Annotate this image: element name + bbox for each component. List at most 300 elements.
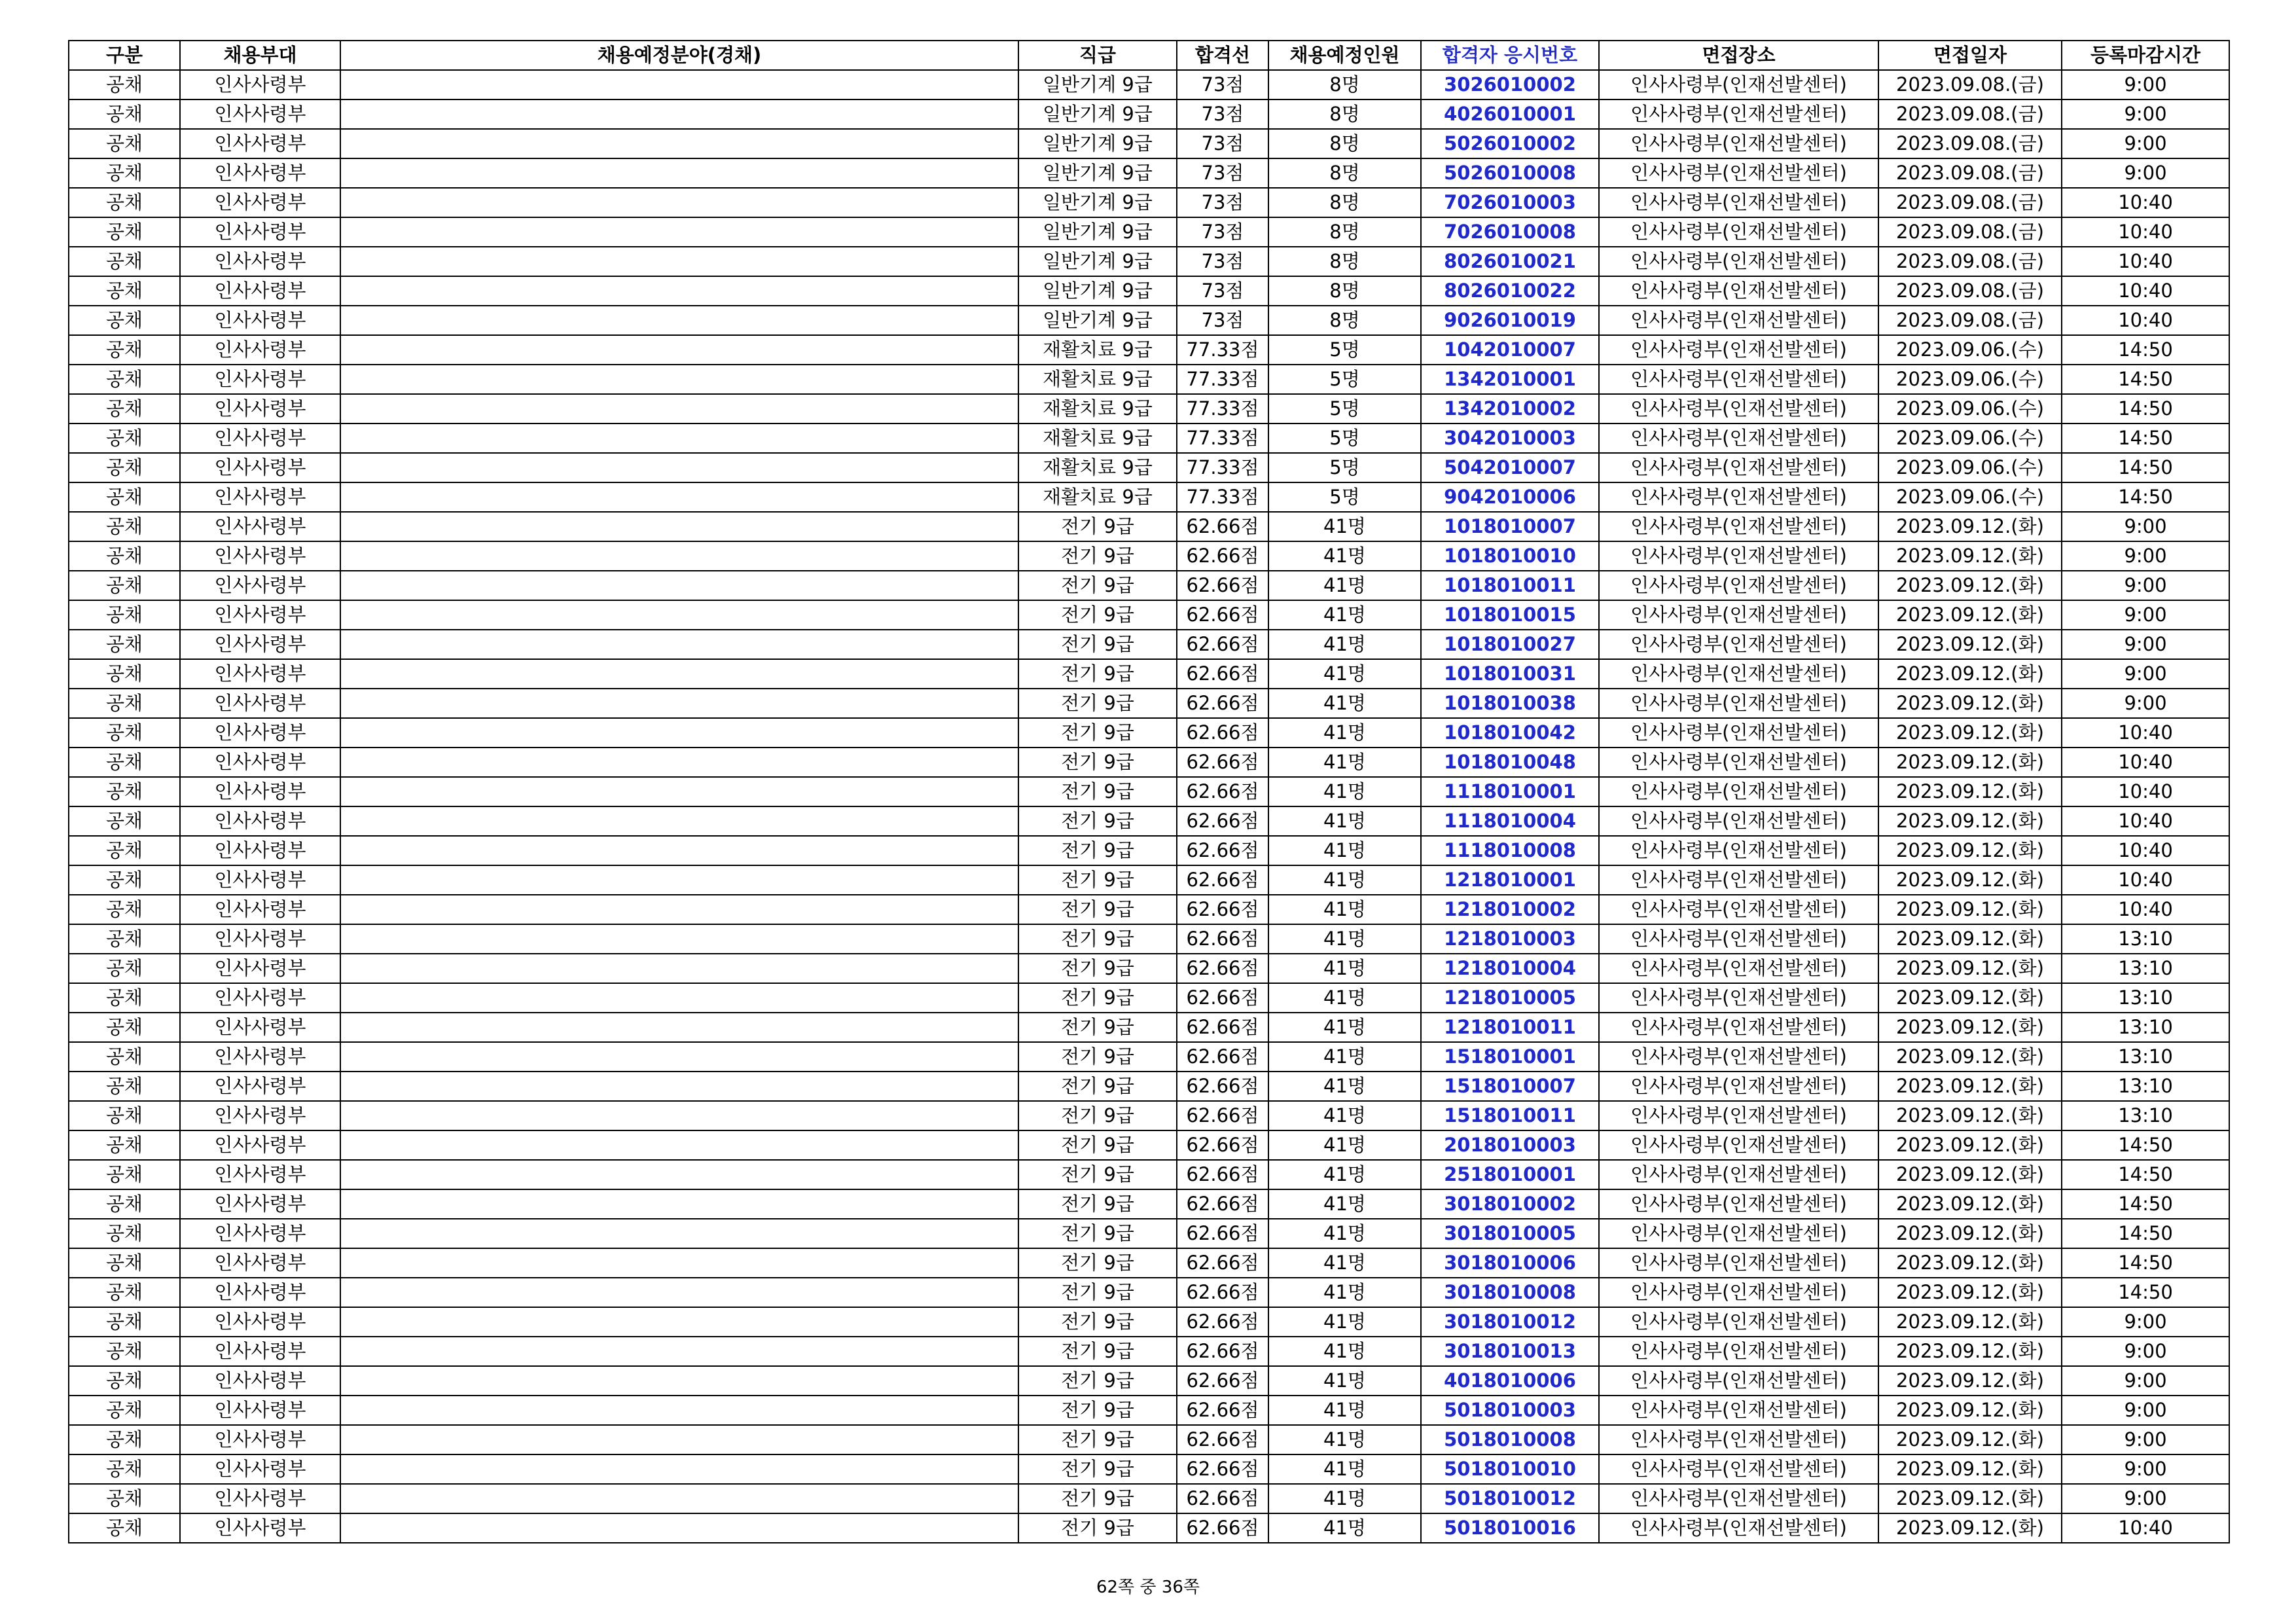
- cell-interview-date: 2023.09.12.(화): [1878, 924, 2062, 954]
- cell-deadline: 9:00: [2062, 70, 2229, 99]
- table-row: [69, 1396, 2229, 1425]
- cell-deadline: 10:40: [2062, 1513, 2229, 1543]
- cell-exam-number: 8026010021: [1421, 247, 1599, 276]
- table-row: [69, 1072, 2229, 1101]
- cell-interview-place: 인사사령부(인재선발센터): [1599, 453, 1878, 482]
- cell-interview-place: 인사사령부(인재선발센터): [1599, 1219, 1878, 1248]
- cell-interview-date: 2023.09.08.(금): [1878, 188, 2062, 217]
- cell-unit: 인사사령부: [180, 1396, 340, 1425]
- cell-field: [340, 453, 1018, 482]
- page-number: 62쪽 중 36쪽: [1096, 1578, 1200, 1597]
- cell-deadline: 9:00: [2062, 689, 2229, 718]
- cell-interview-date: 2023.09.12.(화): [1878, 777, 2062, 806]
- cell-interview-date: 2023.09.12.(화): [1878, 1513, 2062, 1543]
- cell-planned-count: 41명: [1268, 1101, 1421, 1130]
- cell-field: [340, 1454, 1018, 1484]
- cell-deadline: 9:00: [2062, 659, 2229, 689]
- cell-category: 공채: [69, 247, 180, 276]
- table-header-row: [69, 41, 2229, 70]
- cell-field: [340, 276, 1018, 306]
- cell-planned-count: 41명: [1268, 1337, 1421, 1366]
- cell-grade: 전기 9급: [1018, 541, 1177, 571]
- table-row: [69, 1042, 2229, 1072]
- cell-category: 공채: [69, 217, 180, 247]
- cell-interview-date: 2023.09.12.(화): [1878, 1278, 2062, 1307]
- cell-deadline: 14:50: [2062, 365, 2229, 394]
- cell-field: [340, 541, 1018, 571]
- cell-deadline: 10:40: [2062, 836, 2229, 865]
- cell-field: [340, 70, 1018, 99]
- table-row: [69, 748, 2229, 777]
- cell-interview-place: 인사사령부(인재선발센터): [1599, 306, 1878, 335]
- cell-interview-place: 인사사령부(인재선발센터): [1599, 1248, 1878, 1278]
- cell-deadline: 14:50: [2062, 1189, 2229, 1219]
- cell-category: 공채: [69, 571, 180, 600]
- table-row: [69, 924, 2229, 954]
- cell-interview-place: 인사사령부(인재선발센터): [1599, 365, 1878, 394]
- cell-deadline: 13:10: [2062, 924, 2229, 954]
- table-row: [69, 1425, 2229, 1454]
- cell-field: [340, 836, 1018, 865]
- cell-cutoff: 62.66점: [1177, 1454, 1268, 1484]
- cell-unit: 인사사령부: [180, 1042, 340, 1072]
- cell-cutoff: 62.66점: [1177, 777, 1268, 806]
- cell-grade: 전기 9급: [1018, 895, 1177, 924]
- cell-cutoff: 73점: [1177, 99, 1268, 129]
- cell-category: 공채: [69, 276, 180, 306]
- cell-deadline: 10:40: [2062, 247, 2229, 276]
- cell-cutoff: 62.66점: [1177, 512, 1268, 541]
- cell-field: [340, 1189, 1018, 1219]
- table-row: [69, 1160, 2229, 1189]
- cell-exam-number: 1218010002: [1421, 895, 1599, 924]
- cell-category: 공채: [69, 512, 180, 541]
- cell-grade: 전기 9급: [1018, 1278, 1177, 1307]
- cell-unit: 인사사령부: [180, 1454, 340, 1484]
- cell-interview-date: 2023.09.08.(금): [1878, 129, 2062, 158]
- cell-deadline: 10:40: [2062, 777, 2229, 806]
- cell-field: [340, 806, 1018, 836]
- cell-exam-number: 1018010048: [1421, 748, 1599, 777]
- table-row: [69, 1366, 2229, 1396]
- cell-planned-count: 5명: [1268, 365, 1421, 394]
- cell-unit: 인사사령부: [180, 306, 340, 335]
- cell-unit: 인사사령부: [180, 158, 340, 188]
- cell-interview-place: 인사사령부(인재선발센터): [1599, 1396, 1878, 1425]
- cell-interview-date: 2023.09.12.(화): [1878, 1307, 2062, 1337]
- cell-exam-number: 3042010003: [1421, 424, 1599, 453]
- cell-unit: 인사사령부: [180, 512, 340, 541]
- cell-field: [340, 335, 1018, 365]
- cell-unit: 인사사령부: [180, 276, 340, 306]
- cell-planned-count: 41명: [1268, 895, 1421, 924]
- cell-interview-date: 2023.09.12.(화): [1878, 689, 2062, 718]
- cell-interview-date: 2023.09.06.(수): [1878, 335, 2062, 365]
- cell-planned-count: 41명: [1268, 1396, 1421, 1425]
- cell-deadline: 14:50: [2062, 453, 2229, 482]
- table-row: [69, 217, 2229, 247]
- cell-grade: 전기 9급: [1018, 630, 1177, 659]
- cell-exam-number: 7026010003: [1421, 188, 1599, 217]
- cell-interview-place: 인사사령부(인재선발센터): [1599, 276, 1878, 306]
- cell-category: 공채: [69, 1396, 180, 1425]
- cell-unit: 인사사령부: [180, 541, 340, 571]
- cell-interview-place: 인사사령부(인재선발센터): [1599, 1425, 1878, 1454]
- cell-exam-number: 1218010011: [1421, 1013, 1599, 1042]
- cell-grade: 전기 9급: [1018, 954, 1177, 983]
- cell-exam-number: 9026010019: [1421, 306, 1599, 335]
- cell-grade: 재활치료 9급: [1018, 453, 1177, 482]
- cell-grade: 일반기계 9급: [1018, 306, 1177, 335]
- cell-planned-count: 41명: [1268, 1278, 1421, 1307]
- cell-grade: 전기 9급: [1018, 1013, 1177, 1042]
- cell-exam-number: 5026010002: [1421, 129, 1599, 158]
- cell-cutoff: 62.66점: [1177, 571, 1268, 600]
- cell-deadline: 13:10: [2062, 954, 2229, 983]
- cell-interview-date: 2023.09.12.(화): [1878, 1130, 2062, 1160]
- cell-interview-date: 2023.09.12.(화): [1878, 748, 2062, 777]
- cell-interview-date: 2023.09.12.(화): [1878, 806, 2062, 836]
- cell-exam-number: 3026010002: [1421, 70, 1599, 99]
- cell-exam-number: 2518010001: [1421, 1160, 1599, 1189]
- cell-planned-count: 8명: [1268, 188, 1421, 217]
- cell-interview-place: 인사사령부(인재선발센터): [1599, 954, 1878, 983]
- cell-category: 공채: [69, 659, 180, 689]
- cell-planned-count: 41명: [1268, 571, 1421, 600]
- cell-grade: 전기 9급: [1018, 571, 1177, 600]
- cell-interview-date: 2023.09.06.(수): [1878, 365, 2062, 394]
- cell-exam-number: 5018010010: [1421, 1454, 1599, 1484]
- cell-category: 공채: [69, 306, 180, 335]
- cell-deadline: 9:00: [2062, 1337, 2229, 1366]
- cell-deadline: 9:00: [2062, 512, 2229, 541]
- cell-unit: 인사사령부: [180, 188, 340, 217]
- cell-deadline: 9:00: [2062, 600, 2229, 630]
- cell-cutoff: 73점: [1177, 129, 1268, 158]
- cell-interview-place: 인사사령부(인재선발센터): [1599, 571, 1878, 600]
- cell-interview-date: 2023.09.12.(화): [1878, 1484, 2062, 1513]
- cell-category: 공채: [69, 1278, 180, 1307]
- cell-cutoff: 62.66점: [1177, 1219, 1268, 1248]
- cell-deadline: 9:00: [2062, 1454, 2229, 1484]
- cell-interview-place: 인사사령부(인재선발센터): [1599, 99, 1878, 129]
- cell-planned-count: 41명: [1268, 777, 1421, 806]
- cell-exam-number: 5018010003: [1421, 1396, 1599, 1425]
- cell-category: 공채: [69, 1337, 180, 1366]
- cell-field: [340, 748, 1018, 777]
- cell-deadline: 10:40: [2062, 276, 2229, 306]
- col-header-deadline: 등록마감시간: [2062, 41, 2229, 70]
- cell-unit: 인사사령부: [180, 394, 340, 424]
- cell-category: 공채: [69, 424, 180, 453]
- cell-interview-date: 2023.09.08.(금): [1878, 70, 2062, 99]
- cell-cutoff: 62.66점: [1177, 1101, 1268, 1130]
- cell-category: 공채: [69, 895, 180, 924]
- cell-interview-place: 인사사령부(인재선발센터): [1599, 689, 1878, 718]
- cell-unit: 인사사령부: [180, 895, 340, 924]
- cell-deadline: 9:00: [2062, 630, 2229, 659]
- cell-interview-date: 2023.09.12.(화): [1878, 1072, 2062, 1101]
- cell-deadline: 13:10: [2062, 1013, 2229, 1042]
- cell-deadline: 10:40: [2062, 806, 2229, 836]
- col-header-planned-count: 채용예정인원: [1268, 41, 1421, 70]
- cell-interview-date: 2023.09.12.(화): [1878, 659, 2062, 689]
- cell-field: [340, 659, 1018, 689]
- cell-category: 공채: [69, 718, 180, 748]
- cell-exam-number: 1018010007: [1421, 512, 1599, 541]
- cell-deadline: 9:00: [2062, 1396, 2229, 1425]
- cell-deadline: 10:40: [2062, 718, 2229, 748]
- cell-unit: 인사사령부: [180, 1278, 340, 1307]
- cell-cutoff: 62.66점: [1177, 895, 1268, 924]
- cell-cutoff: 77.33점: [1177, 394, 1268, 424]
- cell-category: 공채: [69, 836, 180, 865]
- cell-category: 공채: [69, 394, 180, 424]
- cell-deadline: 13:10: [2062, 983, 2229, 1013]
- cell-unit: 인사사령부: [180, 836, 340, 865]
- cell-interview-place: 인사사령부(인재선발센터): [1599, 482, 1878, 512]
- col-header-field: 채용예정분야(경채): [340, 41, 1018, 70]
- cell-cutoff: 62.66점: [1177, 1337, 1268, 1366]
- cell-deadline: 14:50: [2062, 1278, 2229, 1307]
- cell-category: 공채: [69, 335, 180, 365]
- cell-interview-place: 인사사령부(인재선발센터): [1599, 1307, 1878, 1337]
- table-row: [69, 482, 2229, 512]
- cell-planned-count: 41명: [1268, 865, 1421, 895]
- cell-planned-count: 41명: [1268, 1189, 1421, 1219]
- table-row: [69, 983, 2229, 1013]
- table-row: [69, 1278, 2229, 1307]
- cell-grade: 전기 9급: [1018, 1396, 1177, 1425]
- cell-interview-place: 인사사령부(인재선발센터): [1599, 836, 1878, 865]
- table-row: [69, 571, 2229, 600]
- cell-field: [340, 1484, 1018, 1513]
- cell-cutoff: 62.66점: [1177, 1130, 1268, 1160]
- cell-planned-count: 5명: [1268, 453, 1421, 482]
- cell-deadline: 10:40: [2062, 217, 2229, 247]
- cell-category: 공채: [69, 1160, 180, 1189]
- cell-planned-count: 41명: [1268, 1013, 1421, 1042]
- cell-exam-number: 5026010008: [1421, 158, 1599, 188]
- table-row: [69, 1454, 2229, 1484]
- col-header-grade: 직급: [1018, 41, 1177, 70]
- cell-exam-number: 1518010007: [1421, 1072, 1599, 1101]
- cell-unit: 인사사령부: [180, 1513, 340, 1543]
- cell-field: [340, 306, 1018, 335]
- table-row: [69, 247, 2229, 276]
- cell-interview-date: 2023.09.12.(화): [1878, 1160, 2062, 1189]
- cell-grade: 전기 9급: [1018, 836, 1177, 865]
- cell-deadline: 10:40: [2062, 865, 2229, 895]
- table-row: [69, 1337, 2229, 1366]
- cell-cutoff: 62.66점: [1177, 1248, 1268, 1278]
- cell-unit: 인사사령부: [180, 1072, 340, 1101]
- table-row: [69, 276, 2229, 306]
- cell-exam-number: 1018010027: [1421, 630, 1599, 659]
- cell-field: [340, 394, 1018, 424]
- cell-grade: 전기 9급: [1018, 748, 1177, 777]
- cell-cutoff: 73점: [1177, 276, 1268, 306]
- cell-grade: 전기 9급: [1018, 1130, 1177, 1160]
- table-row: [69, 1307, 2229, 1337]
- table-row: [69, 1013, 2229, 1042]
- cell-deadline: 9:00: [2062, 1484, 2229, 1513]
- cell-cutoff: 77.33점: [1177, 482, 1268, 512]
- cell-unit: 인사사령부: [180, 1013, 340, 1042]
- table-row: [69, 836, 2229, 865]
- cell-deadline: 9:00: [2062, 1425, 2229, 1454]
- table-row: [69, 1513, 2229, 1543]
- table-row: [69, 659, 2229, 689]
- cell-interview-date: 2023.09.06.(수): [1878, 453, 2062, 482]
- cell-interview-place: 인사사령부(인재선발센터): [1599, 1337, 1878, 1366]
- cell-interview-place: 인사사령부(인재선발센터): [1599, 1189, 1878, 1219]
- cell-unit: 인사사령부: [180, 424, 340, 453]
- cell-planned-count: 5명: [1268, 335, 1421, 365]
- cell-grade: 전기 9급: [1018, 1425, 1177, 1454]
- cell-unit: 인사사령부: [180, 129, 340, 158]
- cell-cutoff: 62.66점: [1177, 983, 1268, 1013]
- cell-deadline: 10:40: [2062, 748, 2229, 777]
- table-row: [69, 306, 2229, 335]
- cell-interview-place: 인사사령부(인재선발센터): [1599, 1042, 1878, 1072]
- cell-interview-date: 2023.09.08.(금): [1878, 306, 2062, 335]
- cell-interview-place: 인사사령부(인재선발센터): [1599, 895, 1878, 924]
- cell-grade: 전기 9급: [1018, 718, 1177, 748]
- cell-unit: 인사사령부: [180, 571, 340, 600]
- cell-exam-number: 1342010001: [1421, 365, 1599, 394]
- table-row: [69, 806, 2229, 836]
- cell-planned-count: 41명: [1268, 689, 1421, 718]
- cell-category: 공채: [69, 1425, 180, 1454]
- cell-planned-count: 5명: [1268, 482, 1421, 512]
- cell-unit: 인사사령부: [180, 1425, 340, 1454]
- cell-planned-count: 8명: [1268, 276, 1421, 306]
- cell-cutoff: 62.66점: [1177, 1160, 1268, 1189]
- cell-grade: 전기 9급: [1018, 924, 1177, 954]
- table-row: [69, 865, 2229, 895]
- cell-planned-count: 41명: [1268, 1248, 1421, 1278]
- cell-interview-place: 인사사령부(인재선발센터): [1599, 1013, 1878, 1042]
- cell-exam-number: 5018010012: [1421, 1484, 1599, 1513]
- cell-planned-count: 8명: [1268, 306, 1421, 335]
- cell-cutoff: 62.66점: [1177, 1307, 1268, 1337]
- cell-grade: 전기 9급: [1018, 689, 1177, 718]
- cell-grade: 전기 9급: [1018, 777, 1177, 806]
- cell-category: 공채: [69, 541, 180, 571]
- cell-exam-number: 1118010004: [1421, 806, 1599, 836]
- col-header-unit: 채용부대: [180, 41, 340, 70]
- cell-interview-date: 2023.09.12.(화): [1878, 954, 2062, 983]
- cell-planned-count: 5명: [1268, 394, 1421, 424]
- cell-planned-count: 41명: [1268, 836, 1421, 865]
- cell-category: 공채: [69, 630, 180, 659]
- cell-planned-count: 41명: [1268, 748, 1421, 777]
- cell-deadline: 14:50: [2062, 1248, 2229, 1278]
- cell-category: 공채: [69, 1042, 180, 1072]
- cell-unit: 인사사령부: [180, 600, 340, 630]
- cell-deadline: 14:50: [2062, 482, 2229, 512]
- cell-cutoff: 62.66점: [1177, 659, 1268, 689]
- cell-field: [340, 1042, 1018, 1072]
- cell-category: 공채: [69, 600, 180, 630]
- table-row: [69, 1219, 2229, 1248]
- cell-field: [340, 1278, 1018, 1307]
- cell-unit: 인사사령부: [180, 954, 340, 983]
- cell-cutoff: 73점: [1177, 306, 1268, 335]
- cell-unit: 인사사령부: [180, 247, 340, 276]
- cell-cutoff: 73점: [1177, 70, 1268, 99]
- cell-cutoff: 62.66점: [1177, 1042, 1268, 1072]
- cell-grade: 전기 9급: [1018, 512, 1177, 541]
- cell-planned-count: 41명: [1268, 541, 1421, 571]
- cell-planned-count: 41명: [1268, 1160, 1421, 1189]
- cell-field: [340, 777, 1018, 806]
- cell-planned-count: 41명: [1268, 983, 1421, 1013]
- cell-planned-count: 8명: [1268, 247, 1421, 276]
- cell-exam-number: 1042010007: [1421, 335, 1599, 365]
- cell-field: [340, 1160, 1018, 1189]
- cell-category: 공채: [69, 865, 180, 895]
- table-row: [69, 453, 2229, 482]
- cell-exam-number: 1018010011: [1421, 571, 1599, 600]
- cell-field: [340, 600, 1018, 630]
- cell-category: 공채: [69, 188, 180, 217]
- cell-grade: 일반기계 9급: [1018, 217, 1177, 247]
- cell-deadline: 14:50: [2062, 1130, 2229, 1160]
- cell-exam-number: 3018010008: [1421, 1278, 1599, 1307]
- cell-field: [340, 188, 1018, 217]
- cell-field: [340, 247, 1018, 276]
- cell-planned-count: 41명: [1268, 512, 1421, 541]
- cell-grade: 일반기계 9급: [1018, 247, 1177, 276]
- cell-interview-date: 2023.09.08.(금): [1878, 99, 2062, 129]
- cell-interview-place: 인사사령부(인재선발센터): [1599, 1130, 1878, 1160]
- cell-interview-date: 2023.09.06.(수): [1878, 424, 2062, 453]
- cell-exam-number: 4018010006: [1421, 1366, 1599, 1396]
- cell-planned-count: 41명: [1268, 1072, 1421, 1101]
- cell-interview-date: 2023.09.12.(화): [1878, 1366, 2062, 1396]
- table-row: [69, 394, 2229, 424]
- cell-unit: 인사사령부: [180, 983, 340, 1013]
- cell-exam-number: 3018010012: [1421, 1307, 1599, 1337]
- cell-field: [340, 424, 1018, 453]
- cell-deadline: 9:00: [2062, 1366, 2229, 1396]
- cell-unit: 인사사령부: [180, 482, 340, 512]
- cell-field: [340, 158, 1018, 188]
- cell-exam-number: 1218010003: [1421, 924, 1599, 954]
- cell-planned-count: 41명: [1268, 1454, 1421, 1484]
- cell-interview-place: 인사사령부(인재선발센터): [1599, 1072, 1878, 1101]
- cell-planned-count: 41명: [1268, 1307, 1421, 1337]
- cell-grade: 재활치료 9급: [1018, 365, 1177, 394]
- cell-category: 공채: [69, 806, 180, 836]
- cell-cutoff: 62.66점: [1177, 541, 1268, 571]
- cell-category: 공채: [69, 689, 180, 718]
- cell-grade: 전기 9급: [1018, 659, 1177, 689]
- cell-interview-date: 2023.09.12.(화): [1878, 630, 2062, 659]
- table-row: [69, 895, 2229, 924]
- cell-interview-place: 인사사령부(인재선발센터): [1599, 70, 1878, 99]
- cell-category: 공채: [69, 1454, 180, 1484]
- cell-field: [340, 1013, 1018, 1042]
- cell-category: 공채: [69, 482, 180, 512]
- cell-grade: 전기 9급: [1018, 1248, 1177, 1278]
- cell-field: [340, 1072, 1018, 1101]
- cell-field: [340, 1248, 1018, 1278]
- cell-planned-count: 8명: [1268, 158, 1421, 188]
- cell-exam-number: 3018010002: [1421, 1189, 1599, 1219]
